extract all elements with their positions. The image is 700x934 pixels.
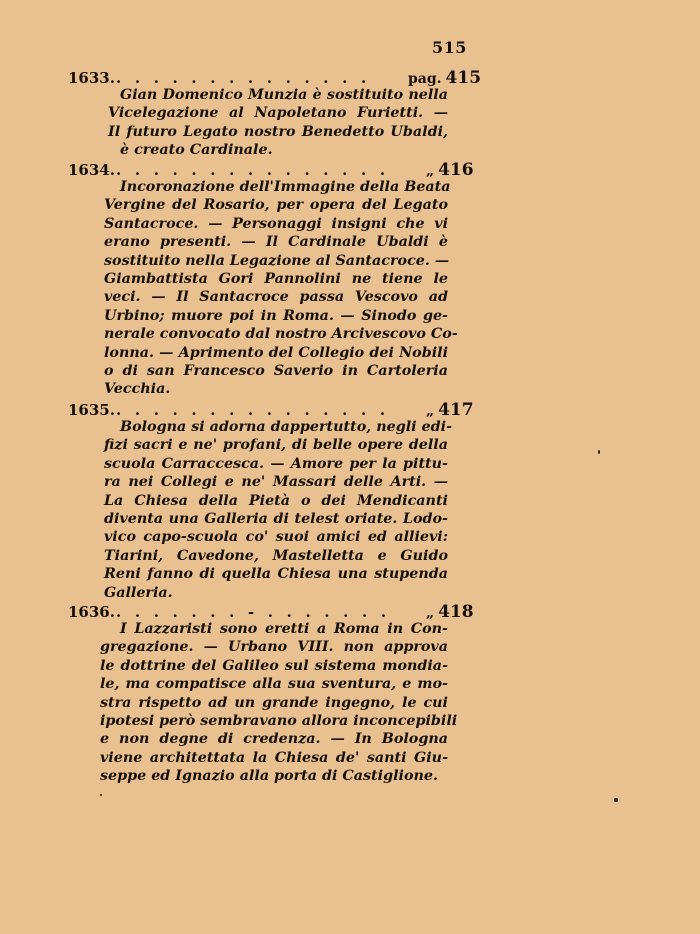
summary-line: ra nei Collegi e ne' Massari delle Arti. — <box>104 474 448 491</box>
page-reference <box>426 160 474 181</box>
summary-line: stra rispetto ad un grande ingegno, le cui <box>100 694 448 711</box>
summary-line: e non degne di credenza. — In Bologna <box>100 731 448 748</box>
summary-line: Vergine del Rosario, per opera del Legato <box>104 197 448 214</box>
summary-line: vico capo-scuola co' suoi amici ed allievi: <box>104 529 448 546</box>
summary-line: Il futuro Legato nostro Benedetto Ubaldi, <box>108 123 448 140</box>
summary-line: sostituito nella Legazione al Santacroce. — <box>104 252 450 269</box>
summary-line: Gian Domenico Munzia è sostituito nella <box>120 87 448 103</box>
entry-summary <box>68 178 458 399</box>
page-reference <box>426 400 474 421</box>
summary-line: I Lazzaristi sono eretti a Roma in Con- <box>120 621 448 637</box>
entry-1636 <box>68 602 474 786</box>
summary-line: Bologna si adorna dappertutto, negli edi- <box>120 419 453 435</box>
summary-line: le, ma compatisce alla sua sventura, e mo- <box>100 676 448 693</box>
entry-heading <box>68 68 482 88</box>
dot-leader: . . . . . . . . . . . . . . . <box>116 401 390 419</box>
page-ref-number: 415 <box>445 68 482 88</box>
entry-year: 1635. <box>68 401 115 419</box>
dot-leader: . . . . . . . . . . . . . . <box>116 69 371 87</box>
scan-speck <box>100 794 102 796</box>
summary-line: Urbino; muore poi in Roma. — Sinodo ge- <box>104 307 448 324</box>
entry-1634 <box>68 160 474 399</box>
page-number: 515 <box>432 38 467 57</box>
entry-year: 1634. <box>68 161 115 179</box>
entry-1633 <box>68 68 482 160</box>
page-label: „ <box>426 605 435 621</box>
summary-line: lonna. — Aprimento del Collegio dei Nobili <box>104 344 448 361</box>
summary-line: o di san Francesco Saverio in Cartoleria <box>104 363 448 380</box>
entry-summary <box>68 620 458 786</box>
entry-summary <box>68 86 448 160</box>
summary-line: nerale convocato dal nostro Arcivescovo Co- <box>104 326 458 343</box>
summary-line: viene architettata la Chiesa de' santi Giu- <box>100 749 448 766</box>
summary-line: veci. — Il Santacroce passa Vescovo ad <box>104 289 448 306</box>
summary-line: è creato Cardinale. <box>120 142 273 159</box>
page-ref-number: 417 <box>438 400 474 420</box>
page-label: „ <box>426 163 435 179</box>
summary-line: Galleria. <box>104 584 173 601</box>
entry-heading <box>68 400 474 420</box>
dot-leader: . . . . . . . . . . . . . . . <box>116 161 390 179</box>
page-label: „ <box>426 403 435 419</box>
summary-line: La Chiesa della Pietà o dei Mendicanti <box>104 492 448 509</box>
summary-line: gregazione. — Urbano VIII. non approva <box>100 639 448 656</box>
summary-line: Santacroce. — Personaggi insigni che vi <box>104 215 448 232</box>
summary-line: Vecchia. <box>104 381 171 398</box>
summary-line: ipotesi però sembravano allora inconcepibili <box>100 713 458 730</box>
page-ref-number: 418 <box>438 602 474 622</box>
page-reference <box>426 602 474 623</box>
entry-summary <box>68 418 453 602</box>
entry-heading <box>68 602 474 622</box>
summary-line: scuola Carraccesca. — Amore per la pittu- <box>104 455 448 472</box>
summary-line: Giambattista Gori Pannolini ne tiene le <box>104 271 448 288</box>
summary-line: Reni fanno di quella Chiesa una stupenda <box>104 566 448 583</box>
summary-line: erano presenti. — Il Cardinale Ubaldi è <box>104 234 448 251</box>
summary-line: diventa una Galleria di telest oriate. Lodo- <box>104 511 448 528</box>
entry-heading <box>68 160 474 180</box>
page-reference <box>408 68 481 89</box>
summary-line: seppe ed Ignazio alla porta di Castiglione. <box>100 768 438 785</box>
summary-line: Incoronazione dell'Immagine della Beata <box>120 179 451 195</box>
page-label: pag. <box>408 71 442 87</box>
summary-line: fizi sacri e ne' profani, di belle opere della <box>104 437 448 454</box>
summary-line: Tiarini, Cavedone, Mastelletta e Guido <box>104 547 448 564</box>
entry-year: 1633. <box>68 69 115 87</box>
entry-year: 1636. <box>68 603 115 621</box>
summary-line: Vicelegazione al Napoletano Furietti. — <box>108 105 448 122</box>
summary-line: le dottrine del Galileo sul sistema mondia- <box>100 657 448 674</box>
scan-speck <box>598 450 600 454</box>
dot-leader: . . . . . . . - . . . . . . . <box>116 603 391 621</box>
scan-speck <box>614 798 618 802</box>
page-ref-number: 416 <box>438 160 474 180</box>
entry-1635 <box>68 400 474 602</box>
